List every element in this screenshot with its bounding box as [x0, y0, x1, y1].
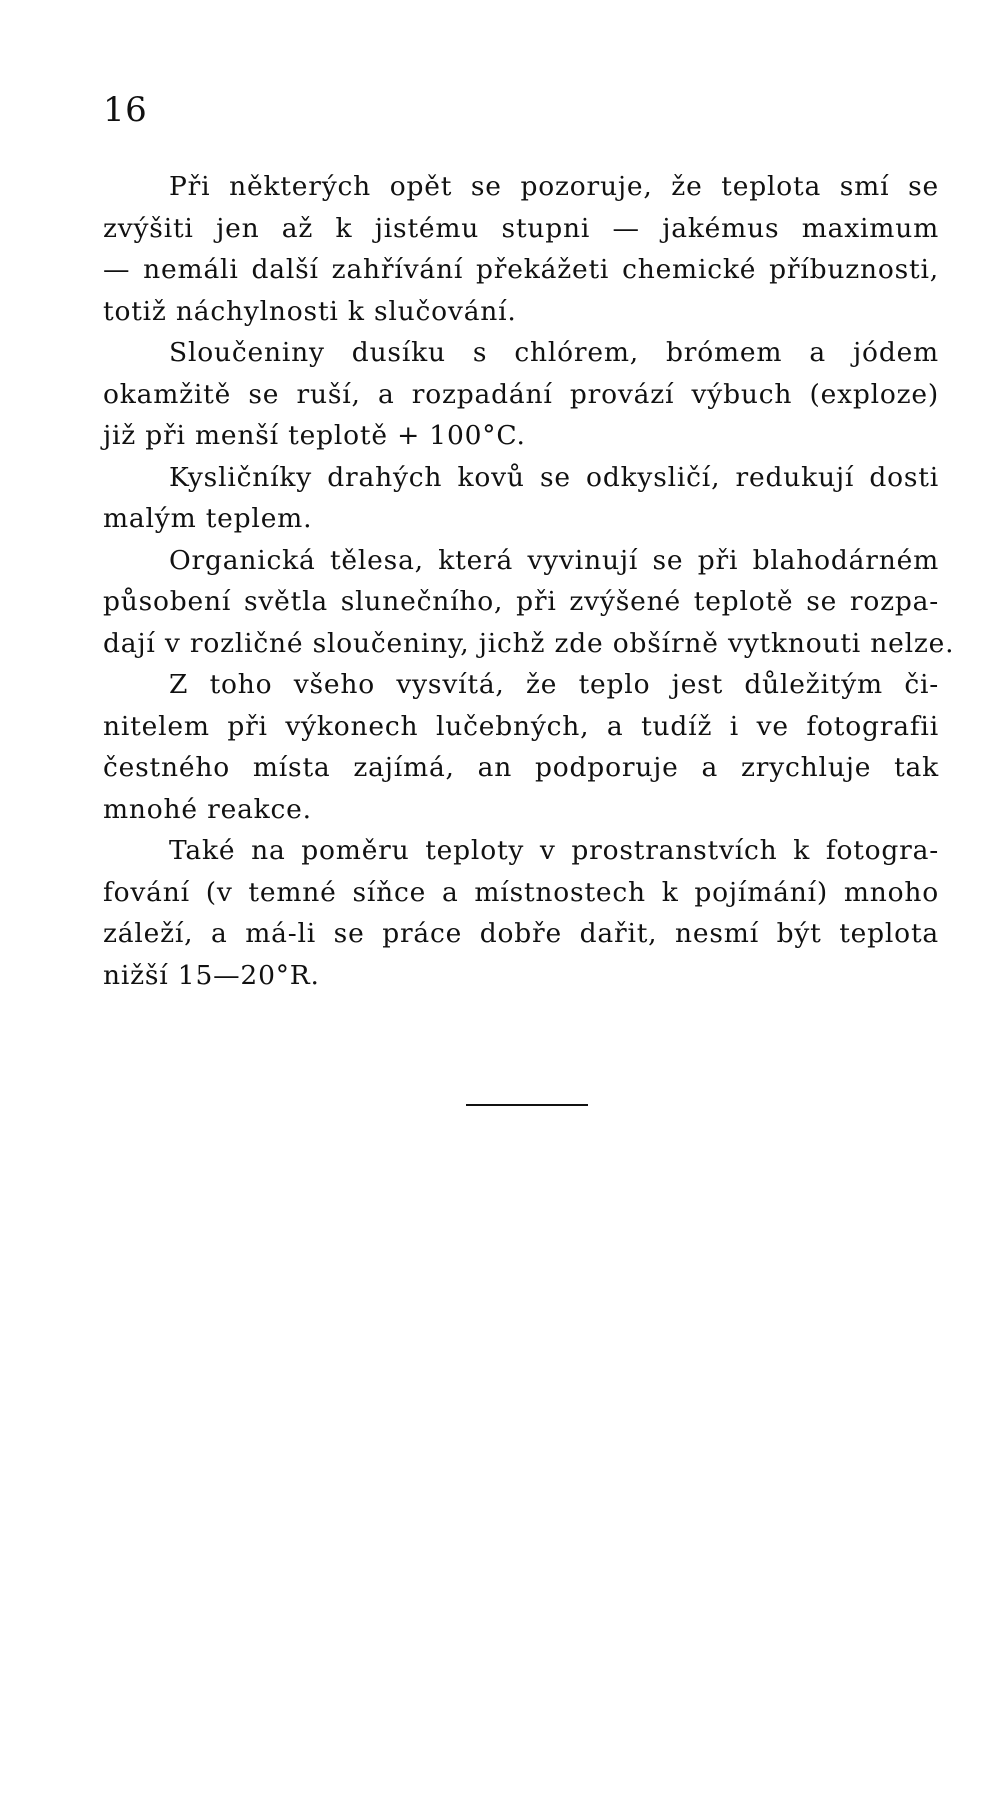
text-line: malým teplem. — [103, 503, 313, 534]
text-line: Při některých opět se pozoruje, že teplota smí se — [169, 171, 939, 202]
text-line: působení světla slunečního, při zvýšené teplotě se rozpa- — [103, 586, 939, 617]
body-text — [103, 166, 955, 996]
text-line: okamžitě se ruší, a rozpadání provází výbuch (exploze) — [103, 378, 939, 410]
text-line: Z toho všeho vysvítá, že teplo jest důležitým či- — [169, 669, 939, 700]
text-line: Také na poměru teploty v prostranstvích k fotogra- — [169, 835, 939, 866]
text-line: Organická tělesa, která vyvinují se při blahodárném — [169, 544, 939, 576]
section-end-rule — [466, 1104, 588, 1106]
text-line: dají v rozličné sloučeniny, jichž zde obšírně vytknouti nelze. — [103, 627, 955, 659]
text-line: nižší 15—20°R. — [103, 959, 320, 991]
text-line: Sloučeniny dusíku s chlórem, brómem a jódem — [169, 337, 939, 368]
text-line: — nemáli další zahřívání překážeti chemické příbuznosti, — [103, 254, 939, 285]
text-line: čestného místa zajímá, an podporuje a zrychluje tak — [103, 752, 939, 783]
text-line: již při menší teplotě + 100°C. — [103, 420, 526, 451]
text-line: nitelem při výkonech lučebných, a tudíž i ve fotografii — [103, 710, 939, 742]
text-line: totiž náchylnosti k slučování. — [103, 295, 517, 327]
text-line: mnohé reakce. — [103, 793, 312, 825]
text-line: záleží, a má-li se práce dobře dařit, nesmí být teplota — [103, 918, 939, 949]
text-line: zvýšiti jen až k jistému stupni — jakémus maximum — [103, 212, 939, 244]
text-line: Kysličníky drahých kovů se odkysličí, redukují dosti — [169, 461, 939, 493]
page-number: 16 — [103, 90, 148, 130]
text-line: fování (v temné síňce a místnostech k pojímání) mnoho — [103, 876, 939, 908]
